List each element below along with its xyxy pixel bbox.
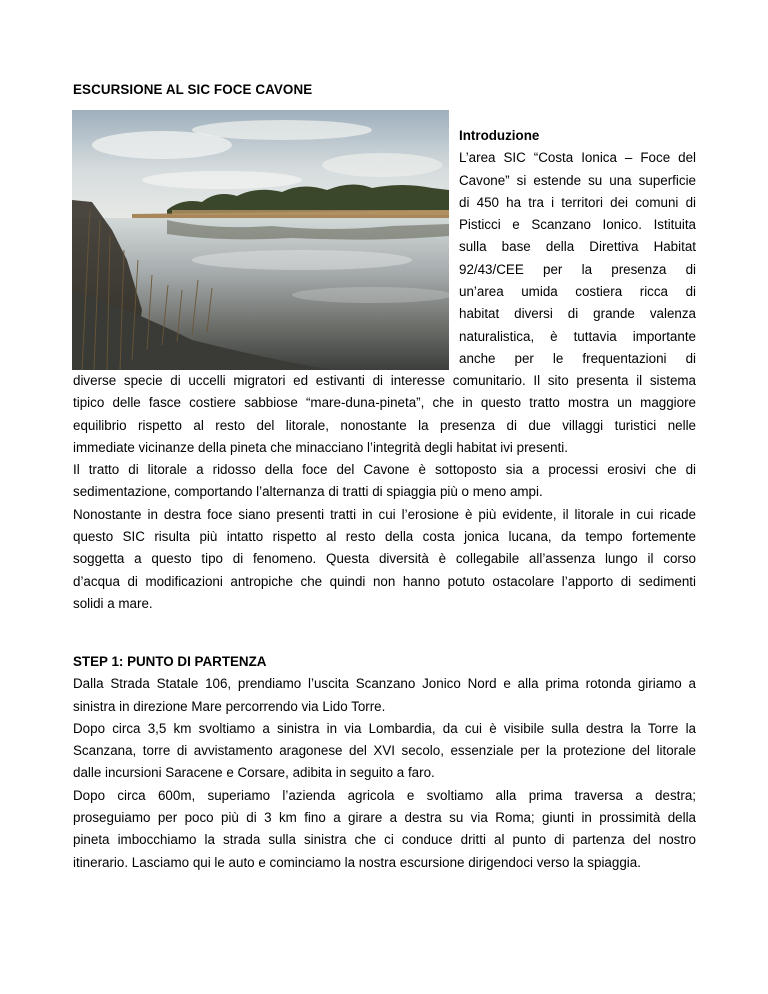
- intro-column: [459, 125, 696, 370]
- lagoon-landscape-photo: [72, 110, 449, 370]
- paragraph-line: equilibrio rispetto al resto del litorale, nonostante la presenza di due villaggi turistici nelle: [73, 417, 696, 433]
- paragraph-line: pineta imbocchiamo la strada sulla sinistra che ci conduce dritti al punto di partenza del nostro: [73, 832, 696, 848]
- paragraph-line: Scanzana, torre di avvistamento aragonese del XVI secolo, essenziale per la protezione del litorale: [73, 743, 696, 759]
- paragraph-line: sinistra in direzione Mare percorrendo via Lido Torre.: [73, 698, 386, 714]
- paragraph-line: proseguiamo per poco più di 3 km fino a girare a destra su via Roma; giunti in prossimità della: [73, 810, 696, 826]
- intro-line: un’area umida costiera ricca di: [459, 284, 696, 300]
- paragraph-line: tipico delle fasce costiere sabbiose “mare-duna-pineta”, che in questo tratto mostra un maggiore: [73, 395, 696, 411]
- paragraph-line: Nonostante in destra foce siano presenti tratti in cui l’erosione è più evidente, il litorale in cui ricade: [73, 506, 696, 522]
- photo-drawing: [72, 110, 449, 370]
- intro-line: habitat diversi di grande valenza: [459, 306, 696, 322]
- paragraph-line: Dopo circa 3,5 km svoltiamo a sinistra in via Lombardia, da cui è visibile sulla destra la Torre la: [73, 720, 696, 736]
- paragraph-line: sedimentazione, comportando l’alternanza di tratti di spiaggia più o meno ampi.: [73, 484, 543, 500]
- intro-body: [73, 370, 696, 615]
- intro-line: L’area SIC “Costa Ionica – Foce del: [459, 150, 696, 166]
- paragraph-line: questo SIC risulta più intatto rispetto al resto della costa jonica lucana, da tempo fortemente: [73, 529, 696, 545]
- paragraph-line: d’acqua di modificazioni antropiche che quindi non hanno potuto ostacolare l’apporto di sedimenti: [73, 573, 696, 589]
- intro-line: sulla base della Direttiva Habitat: [459, 239, 696, 255]
- intro-line: Pisticci e Scanzano Ionico. Istituita: [459, 217, 696, 233]
- intro-line: anche per le frequentazioni di: [459, 350, 696, 366]
- intro-line: naturalistica, è tuttavia importante: [459, 328, 696, 344]
- document-title: ESCURSIONE AL SIC FOCE CAVONE: [73, 82, 313, 97]
- intro-line: di 450 ha tra i territori dei comuni di: [459, 194, 696, 210]
- paragraph-line: diverse specie di uccelli migratori ed estivanti di interesse comunitario. Il sito presenta il sistema: [73, 373, 696, 388]
- step1-heading: STEP 1: PUNTO DI PARTENZA: [73, 654, 267, 669]
- intro-line: Cavone” si estende su una superficie: [459, 172, 696, 188]
- intro-heading: Introduzione: [459, 128, 540, 143]
- paragraph-line: soggetta a questo tipo di fenomeno. Questa diversità è collegabile all’assenza lungo il corso: [73, 551, 696, 567]
- paragraph-line: solidi a mare.: [73, 595, 153, 611]
- step1-section: [73, 651, 696, 874]
- paragraph-line: Dopo circa 600m, superiamo l’azienda agricola e svoltiamo alla prima traversa a destra;: [73, 787, 696, 803]
- paragraph-line: Dalla Strada Statale 106, prendiamo l’uscita Scanzano Jonico Nord e alla prima rotonda giriamo a: [73, 676, 696, 692]
- paragraph-line: dalle incursioni Saracene e Corsare, adibita in seguito a faro.: [73, 765, 435, 781]
- paragraph-line: itinerario. Lasciamo qui le auto e cominciamo la nostra escursione dirigendoci verso la spiaggia.: [73, 854, 641, 870]
- paragraph-line: Il tratto di litorale a ridosso della foce del Cavone è sottoposto sia a processi erosivi che di: [73, 462, 696, 478]
- intro-line: 92/43/CEE per la presenza di: [459, 261, 696, 277]
- paragraph-line: immediate vicinanze della pineta che minacciano l’integrità degli habitat ivi presenti.: [73, 439, 568, 455]
